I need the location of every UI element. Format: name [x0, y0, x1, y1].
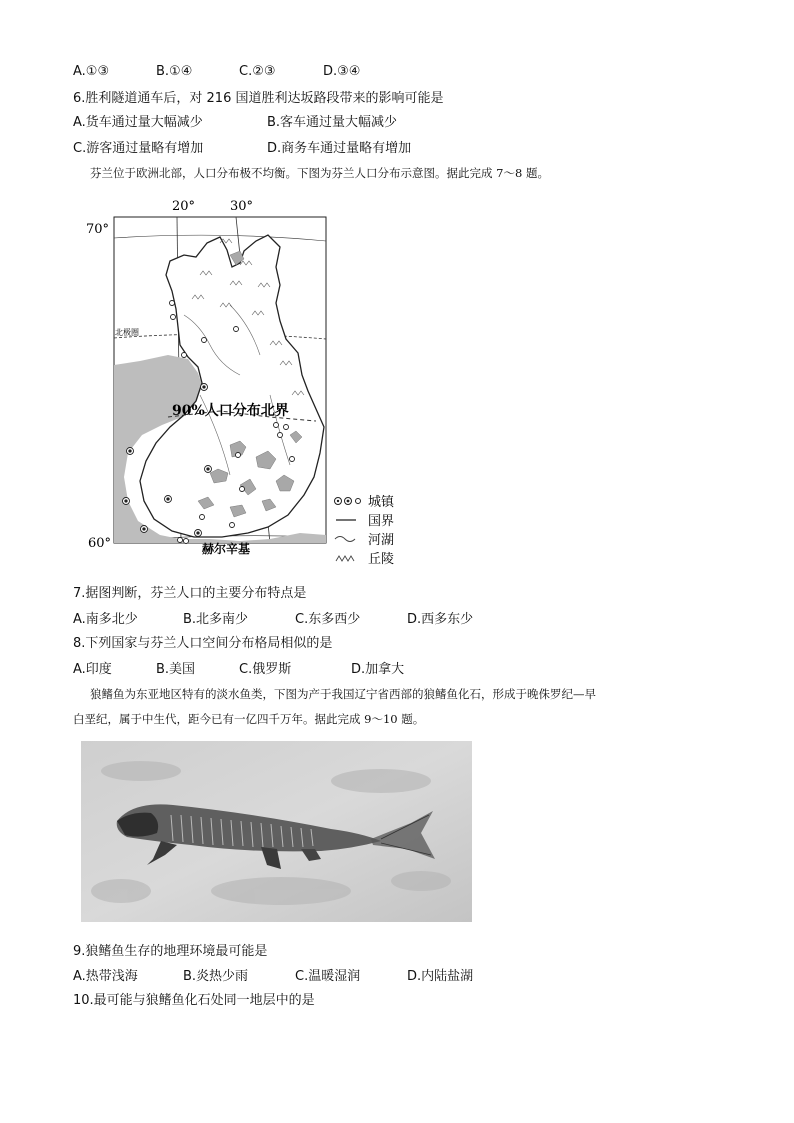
q7-option-c: C.东多西少 [295, 612, 361, 627]
town-marker [171, 315, 176, 320]
town-marker [284, 425, 289, 430]
city-marker-dot [167, 498, 169, 500]
town-marker [202, 338, 207, 343]
q9-option-a: A.热带浅海 [73, 969, 138, 984]
q7-option-d: D.西多东少 [407, 612, 474, 627]
lon-label-20: 20° [172, 199, 196, 214]
population-boundary-label: 90%人口分布北界 [172, 403, 289, 419]
q9-option-b: B.炎热少雨 [183, 969, 249, 984]
q6-stem: 6.胜利隧道通车后，对 216 国道胜利达坂路段带来的影响可能是 [73, 91, 444, 106]
intro-9-10-line2: 白垩纪，属于中生代，距今已有一亿四千万年。据此完成 9～10 题。 [73, 712, 425, 726]
q5-option-a: A.①③ [73, 64, 110, 79]
q5-option-c: C.②③ [239, 64, 276, 79]
town-marker [170, 301, 175, 306]
lon-label-30: 30° [230, 199, 254, 214]
q6-option-b: B.客车通过量大幅减少 [267, 115, 398, 130]
q5-option-b: B.①④ [156, 64, 193, 79]
town-marker [236, 453, 241, 458]
lat-label-70: 70° [86, 222, 110, 237]
q7-option-a: A.南多北少 [73, 612, 138, 627]
city-marker-dot [125, 500, 127, 502]
town-marker [290, 457, 295, 462]
wolf-fin-fish-fossil-image [81, 741, 472, 922]
town-marker [200, 515, 205, 520]
q8-stem: 8.下列国家与芬兰人口空间分布格局相似的是 [73, 636, 333, 651]
q6-option-c: C.游客通过量略有增加 [73, 141, 204, 156]
q5-option-d: D.③④ [323, 64, 361, 79]
town-marker [230, 523, 235, 528]
city-marker-dot [207, 468, 209, 470]
legend-river-icon [335, 537, 355, 542]
town-marker [240, 487, 245, 492]
q6-option-a: A.货车通过量大幅减少 [73, 115, 203, 130]
arctic-circle-label: 北极圈 [115, 328, 139, 337]
city-marker-dot [143, 528, 145, 530]
town-marker [178, 538, 183, 543]
city-marker-dot [129, 450, 131, 452]
q10-stem: 10.最可能与狼鳍鱼化石处同一地层中的是 [73, 993, 315, 1008]
q6-option-d: D.商务车通过量略有增加 [267, 141, 412, 156]
town-marker [234, 327, 239, 332]
q9-option-d: D.内陆盐湖 [407, 969, 474, 984]
intro-9-10-line1: 狼鳍鱼为东亚地区特有的淡水鱼类，下图为产于我国辽宁省西部的狼鳍鱼化石，形成于晚侏罗纪—早 [90, 687, 596, 701]
town-marker [274, 423, 279, 428]
q7-stem: 7.据图判断，芬兰人口的主要分布特点是 [73, 586, 307, 601]
legend-river-label: 河湖 [368, 533, 395, 548]
q8-option-a: A.印度 [73, 662, 112, 677]
legend-town-label: 城镇 [368, 495, 395, 510]
q8-option-b: B.美国 [156, 662, 196, 677]
q9-option-c: C.温暖湿润 [295, 969, 361, 984]
capital-marker [184, 539, 189, 544]
town-marker [278, 433, 283, 438]
legend-border-label: 国界 [368, 514, 395, 529]
legend-hill-label: 丘陵 [368, 552, 395, 567]
helsinki-label: 赫尔辛基 [202, 542, 251, 556]
q7-option-b: B.北多南少 [183, 612, 249, 627]
q8-option-c: C.俄罗斯 [239, 662, 292, 677]
map-legend [335, 494, 396, 567]
intro-7-8: 芬兰位于欧洲北部，人口分布极不均衡。下图为芬兰人口分布示意图。据此完成 7～8 题。 [90, 166, 549, 180]
finland-population-map [80, 195, 410, 570]
legend-hill-icon [336, 556, 354, 561]
q8-option-d: D.加拿大 [351, 662, 405, 677]
city-marker-dot [197, 532, 199, 534]
city-marker-dot [203, 386, 205, 388]
q9-stem: 9.狼鳍鱼生存的地理环境最可能是 [73, 944, 268, 959]
lat-label-60: 60° [88, 536, 112, 551]
town-marker [182, 353, 187, 358]
